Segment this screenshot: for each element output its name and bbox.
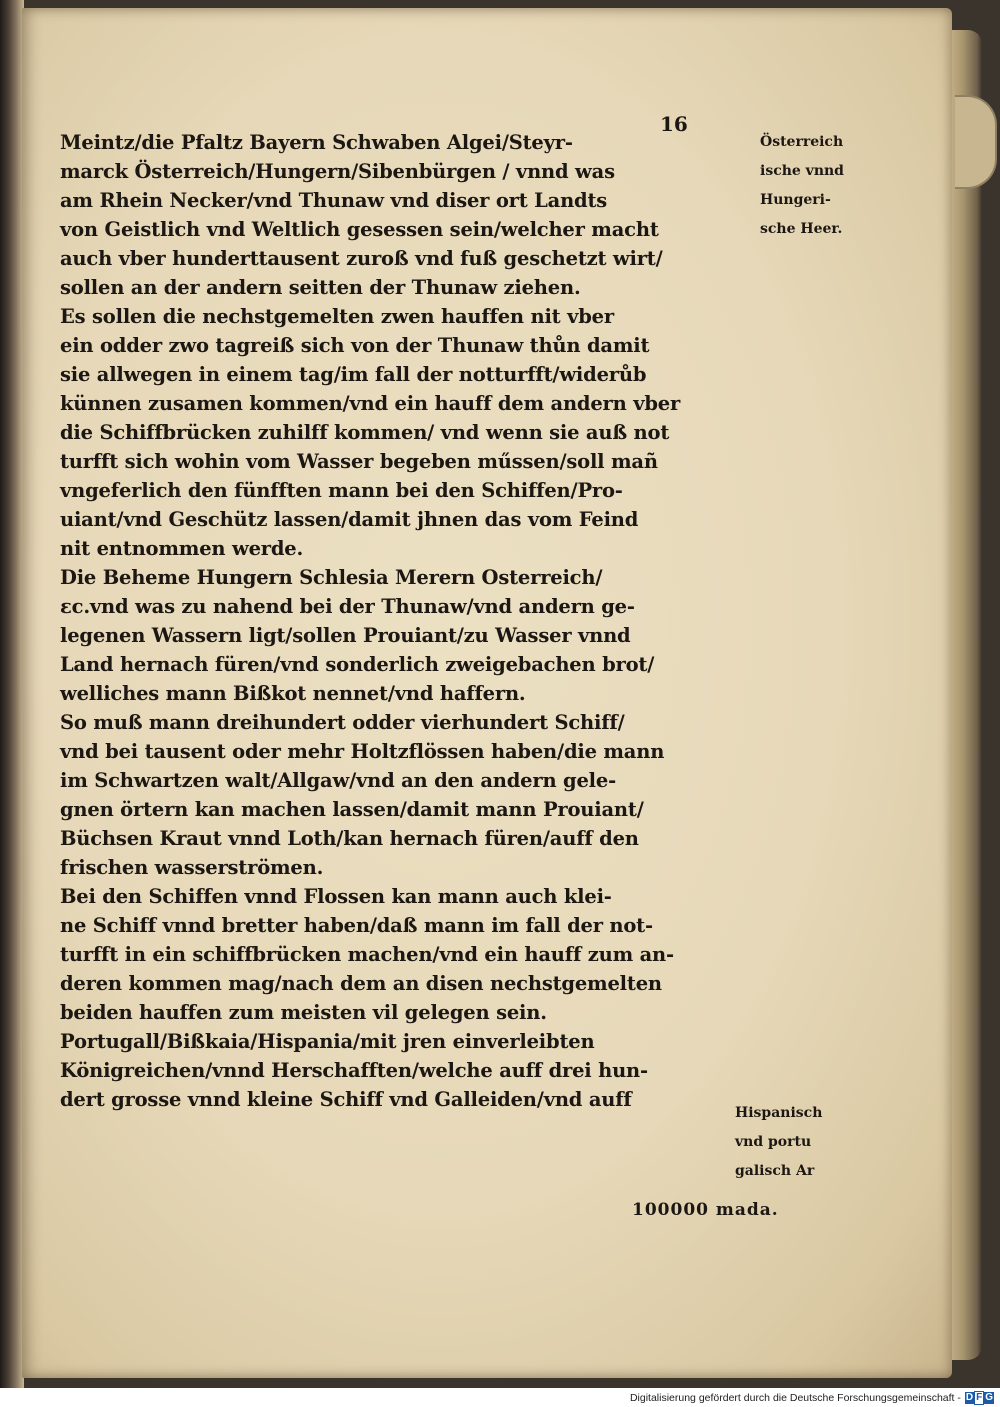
text-line: von Geistlich vnd Weltlich gesessen sein/welcher macht [60, 218, 659, 241]
text-line: welliches mann Bißkot nennet/vnd haffern. [60, 682, 526, 705]
dfg-logo-letter: F [976, 1391, 983, 1403]
dfg-logo-letter: G [985, 1391, 993, 1403]
dfg-logo [965, 1391, 994, 1405]
text-line: die Schiffbrücken zuhilff kommen/ vnd wenn sie auß not [60, 421, 670, 444]
margin-note-line: sche Heer. [760, 221, 843, 237]
page-tab [955, 95, 997, 189]
text-line: ne Schiff vnnd bretter haben/daß mann im fall der not- [60, 914, 653, 937]
text-line: beiden hauffen zum meisten vil gelegen sein. [60, 1001, 547, 1024]
footer-credit: Digitalisierung gefördert durch die Deutsche Forschungsgemeinschaft - [629, 1391, 961, 1404]
text-line: vngeferlich den fünfften mann bei den Schiffen/Pro- [60, 479, 623, 502]
text-line: im Schwartzen walt/Allgaw/vnd an den andern gele- [60, 769, 616, 792]
text-line: Portugall/Bißkaia/Hispania/mit jren einverleibten [60, 1030, 595, 1053]
text-line: Es sollen die nechstgemelten zwen hauffen nit vber [60, 305, 614, 328]
text-line: So muß mann dreihundert odder vierhundert Schiff/ [60, 711, 625, 734]
text-line: sollen an der andern seitten der Thunaw ziehen. [60, 276, 581, 299]
margin-note-austria-hungary [760, 128, 850, 244]
text-line: uiant/vnd Geschütz lassen/damit jhnen das vom Feind [60, 508, 639, 531]
text-line: Königreichen/vnnd Herschafften/welche auff drei hun- [60, 1059, 648, 1082]
text-line: vnd bei tausent oder mehr Holtzflössen haben/die mann [60, 740, 665, 763]
dfg-logo-letter: D [965, 1391, 974, 1403]
text-line: legenen Wassern ligt/sollen Prouiant/zu Wasser vnnd [60, 624, 631, 647]
text-line: dert grosse vnnd kleine Schiff vnd Galleiden/vnd auff [60, 1088, 632, 1111]
folio-line: 100000 mada. [632, 1200, 779, 1220]
margin-note-line: Hispanisch [735, 1105, 823, 1121]
text-line: turfft in ein schiffbrücken machen/vnd ein hauff zum an- [60, 943, 674, 966]
margin-note-line: Österreich [760, 134, 844, 150]
text-line: Büchsen Kraut vnnd Loth/kan hernach füren/auff den [60, 827, 639, 850]
text-line: sie allwegen in einem tag/im fall der notturfft/widerůb [60, 363, 647, 386]
margin-note-spain-portugal [735, 1099, 825, 1186]
margin-note-line: Hungeri- [760, 192, 831, 208]
text-line: gnen örtern kan machen lassen/damit mann Prouiant/ [60, 798, 644, 821]
text-line: am Rhein Necker/vnd Thunaw vnd diser ort Landts [60, 189, 608, 212]
text-line: künnen zusamen kommen/vnd ein hauff dem andern vber [60, 392, 681, 415]
margin-note-line: galisch Ar [735, 1163, 815, 1179]
text-line: turfft sich wohin vom Wasser begeben műssen/soll mañ [60, 450, 658, 473]
margin-note-line: vnd portu [735, 1134, 812, 1150]
body-text [60, 128, 750, 1114]
page-stack-edge [950, 30, 982, 1360]
text-line: deren kommen mag/nach dem an disen nechstgemelten [60, 972, 662, 995]
text-line: marck Österreich/Hungern/Sibenbürgen / vnnd was [60, 160, 615, 183]
text-line: Die Beheme Hungern Schlesia Merern Osterreich/ [60, 566, 603, 589]
text-line: ein odder zwo tagreiß sich von der Thunaw thůn damit [60, 334, 650, 357]
text-line: Meintz/die Pfaltz Bayern Schwaben Algei/Steyr- [60, 131, 573, 154]
text-line: auch vber hunderttausent zuroß vnd fuß geschetzt wirt/ [60, 247, 663, 270]
footer-bar [0, 1388, 1000, 1407]
margin-note-line: ische vnnd [760, 163, 844, 179]
text-line: ɛc.vnd was zu nahend bei der Thunaw/vnd andern ge- [60, 595, 635, 618]
text-line: nit entnommen werde. [60, 537, 304, 560]
text-line: frischen wasserströmen. [60, 856, 324, 879]
text-line: Bei den Schiffen vnnd Flossen kan mann auch klei- [60, 885, 612, 908]
page-number: 16 [660, 112, 688, 136]
text-line: Land hernach füren/vnd sonderlich zweigebachen brot/ [60, 653, 655, 676]
book-gutter [0, 0, 24, 1388]
